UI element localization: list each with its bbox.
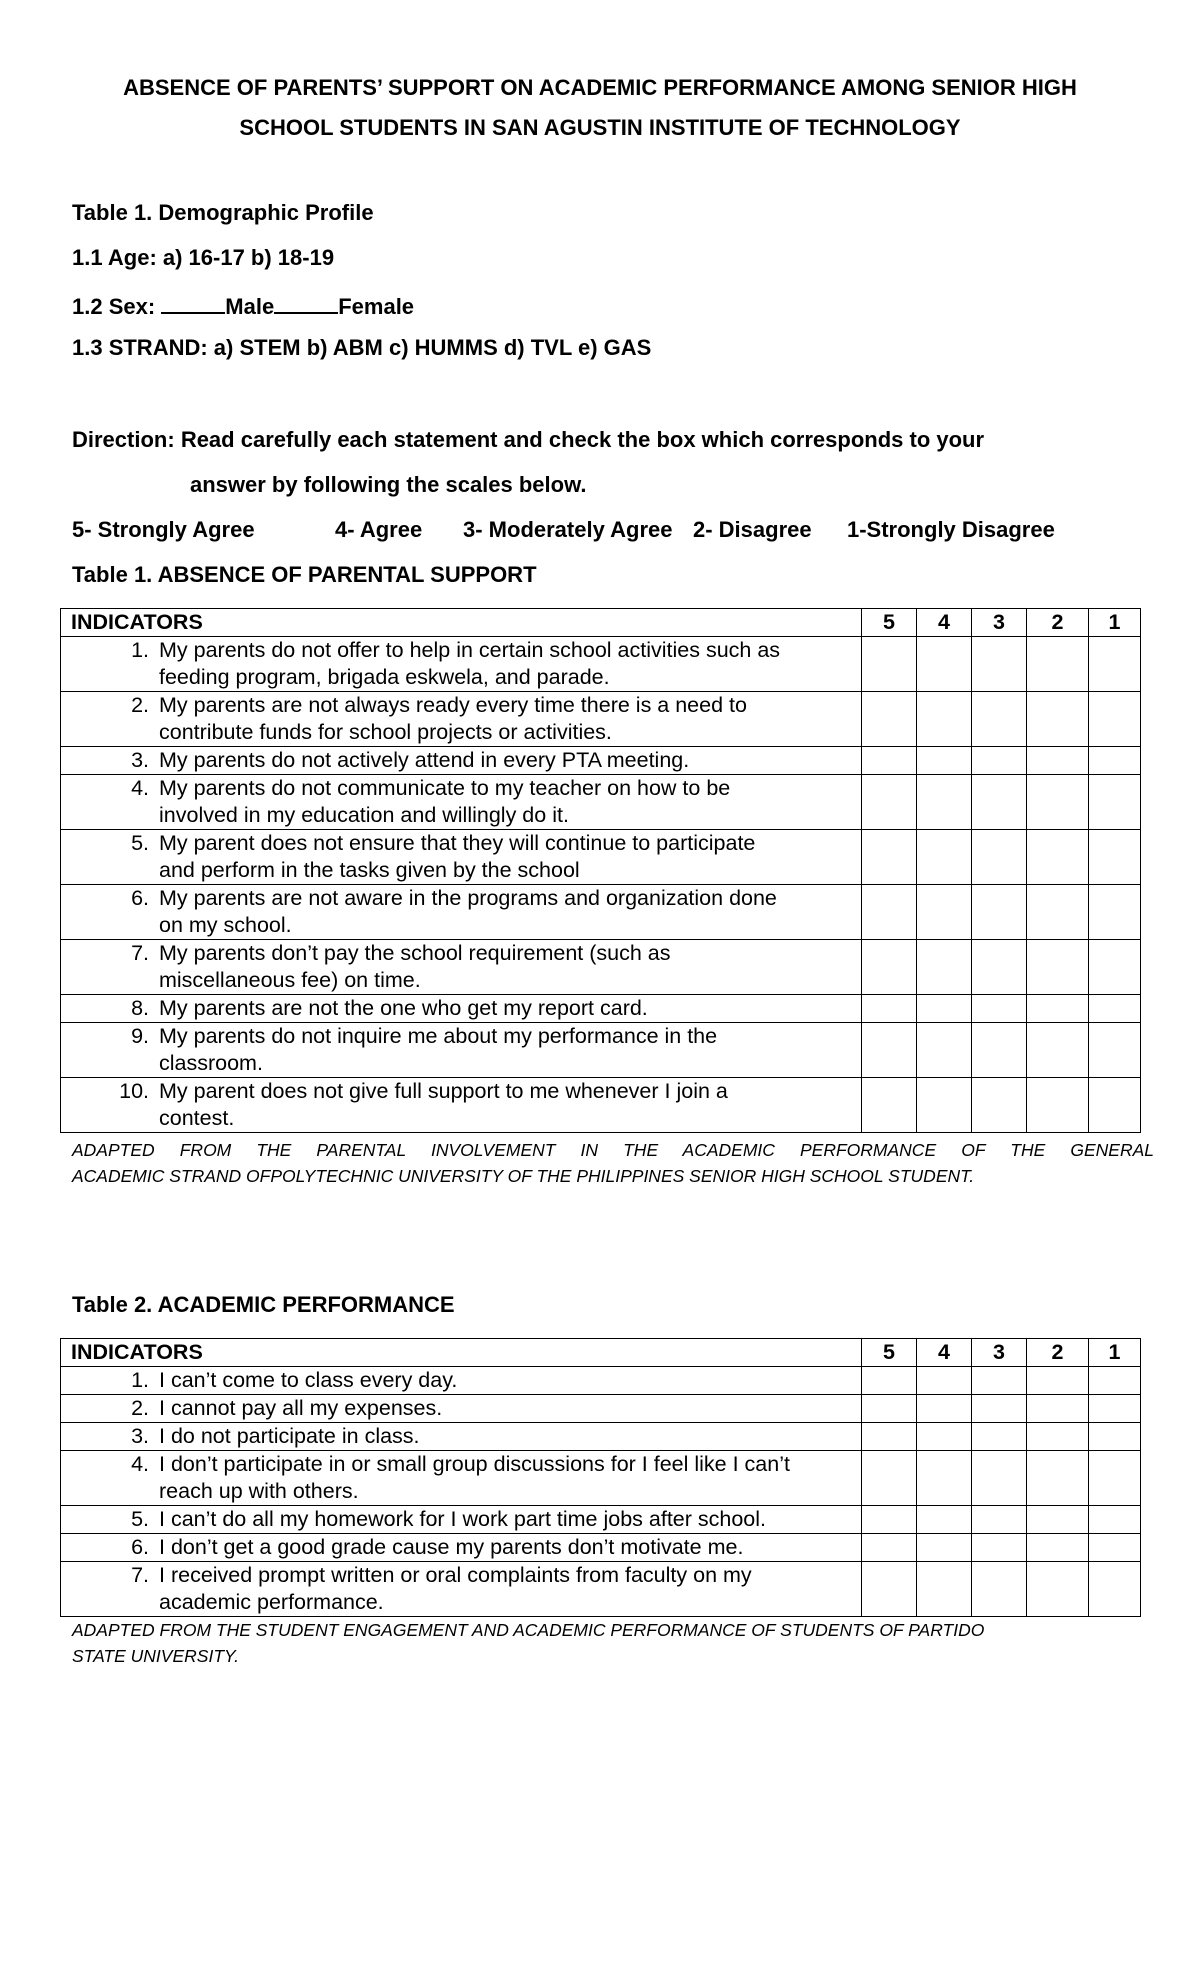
indicator-number: 8. (131, 996, 149, 1020)
rating-box-1[interactable] (1089, 1451, 1141, 1506)
rating-box-3[interactable] (972, 1562, 1027, 1617)
table-row (61, 1395, 1141, 1423)
rating-box-4[interactable] (917, 830, 972, 885)
indicator-text (159, 830, 861, 884)
table1-heading: Table 1. ABSENCE OF PARENTAL SUPPORT (72, 562, 537, 587)
rating-box-5[interactable] (862, 692, 917, 747)
rating-box-2[interactable] (1027, 1423, 1089, 1451)
indicator-text (159, 692, 861, 746)
table-row (61, 995, 1141, 1023)
rating-box-4[interactable] (917, 747, 972, 775)
rating-box-2[interactable] (1027, 1395, 1089, 1423)
indicator-item (61, 1367, 861, 1394)
indicator-number: 6. (131, 886, 149, 910)
column-3-header: 3 (972, 1339, 1027, 1367)
indicator-text-line: I do not participate in class. (159, 1424, 420, 1448)
table-row (61, 692, 1141, 747)
indicator-cell (61, 1423, 862, 1451)
rating-box-4[interactable] (917, 885, 972, 940)
rating-box-4[interactable] (917, 1562, 972, 1617)
indicator-cell (61, 1023, 862, 1078)
rating-box-4[interactable] (917, 1534, 972, 1562)
direction-label: Direction: (72, 427, 175, 452)
rating-box-3[interactable] (972, 1078, 1027, 1133)
indicator-text (159, 637, 861, 691)
indicator-cell (61, 1506, 862, 1534)
indicator-text-line: My parents are not always ready every time there is a need to (159, 693, 747, 717)
indicator-number: 4. (131, 1452, 149, 1476)
table-row (61, 1562, 1141, 1617)
indicator-number: 2. (131, 1396, 149, 1420)
column-4-header: 4 (917, 609, 972, 637)
table2-heading: Table 2. ACADEMIC PERFORMANCE (72, 1292, 455, 1317)
strand-question: 1.3 STRAND: a) STEM b) ABM c) HUMMS d) TVL e) GAS (72, 335, 652, 360)
demographic-heading: Table 1. Demographic Profile (72, 200, 374, 225)
indicator-cell (61, 1451, 862, 1506)
table-header-row (61, 1339, 1141, 1367)
rating-box-4[interactable] (917, 637, 972, 692)
indicator-text-line: reach up with others. (159, 1479, 359, 1503)
indicator-item (61, 940, 861, 994)
indicator-text (159, 995, 861, 1022)
scale-1: 1-Strongly Disagree (847, 517, 1055, 542)
table1-source-note-1: ADAPTED FROM THE PARENTAL INVOLVEMENT IN THE ACADEMIC PERFORMANCE OF THE GENERAL (72, 1140, 1154, 1160)
rating-box-2[interactable] (1027, 995, 1089, 1023)
indicator-cell (61, 775, 862, 830)
column-1-header: 1 (1089, 1339, 1141, 1367)
rating-box-3[interactable] (972, 775, 1027, 830)
indicator-number: 7. (131, 941, 149, 965)
rating-box-1[interactable] (1089, 1506, 1141, 1534)
table2-source-note-2: STATE UNIVERSITY. (72, 1646, 239, 1666)
indicator-text-line: My parents don’t pay the school requirement (such as (159, 941, 671, 965)
scale-4: 4- Agree (335, 517, 423, 542)
rating-box-2[interactable] (1027, 1023, 1089, 1078)
column-2-header: 2 (1027, 1339, 1089, 1367)
indicator-cell (61, 747, 862, 775)
rating-box-3[interactable] (972, 1367, 1027, 1395)
rating-box-1[interactable] (1089, 1395, 1141, 1423)
indicator-text-line: I cannot pay all my expenses. (159, 1396, 443, 1420)
indicator-item (61, 1534, 861, 1561)
rating-box-4[interactable] (917, 692, 972, 747)
female-blank[interactable] (274, 290, 338, 314)
indicator-text (159, 1078, 861, 1132)
age-question: 1.1 Age: a) 16-17 b) 18-19 (72, 245, 335, 270)
indicator-cell (61, 1534, 862, 1562)
rating-box-1[interactable] (1089, 885, 1141, 940)
indicator-text (159, 1023, 861, 1077)
indicator-text-line: contribute funds for school projects or activities. (159, 720, 612, 744)
rating-box-1[interactable] (1089, 1534, 1141, 1562)
rating-box-5[interactable] (862, 1506, 917, 1534)
indicators-header: INDICATORS (61, 1339, 862, 1367)
table-row (61, 1423, 1141, 1451)
indicator-text-line: involved in my education and willingly do it. (159, 803, 569, 827)
indicator-number: 3. (131, 1424, 149, 1448)
table2-source-note-1: ADAPTED FROM THE STUDENT ENGAGEMENT AND ACADEMIC PERFORMANCE OF STUDENTS OF PARTIDO (72, 1620, 985, 1640)
rating-box-4[interactable] (917, 1395, 972, 1423)
indicator-text-line: My parent does not give full support to me whenever I join a (159, 1079, 728, 1103)
indicator-text-line: and perform in the tasks given by the school (159, 858, 580, 882)
rating-box-3[interactable] (972, 995, 1027, 1023)
indicator-item (61, 830, 861, 884)
rating-box-5[interactable] (862, 1451, 917, 1506)
table-row (61, 747, 1141, 775)
indicator-cell (61, 885, 862, 940)
rating-box-5[interactable] (862, 940, 917, 995)
rating-box-3[interactable] (972, 940, 1027, 995)
rating-box-5[interactable] (862, 637, 917, 692)
indicator-item (61, 1562, 861, 1616)
rating-box-4[interactable] (917, 775, 972, 830)
rating-box-3[interactable] (972, 1395, 1027, 1423)
scale-2: 2- Disagree (693, 517, 812, 542)
indicator-number: 3. (131, 748, 149, 772)
rating-box-5[interactable] (862, 1423, 917, 1451)
rating-box-3[interactable] (972, 1023, 1027, 1078)
indicator-number: 6. (131, 1535, 149, 1559)
rating-box-4[interactable] (917, 1451, 972, 1506)
rating-box-1[interactable] (1089, 1562, 1141, 1617)
indicator-text (159, 775, 861, 829)
indicator-text (159, 747, 861, 774)
rating-box-4[interactable] (917, 940, 972, 995)
rating-box-5[interactable] (862, 1534, 917, 1562)
academic-performance-table (60, 1338, 1141, 1617)
rating-box-3[interactable] (972, 1423, 1027, 1451)
indicator-cell (61, 1562, 862, 1617)
rating-box-4[interactable] (917, 1078, 972, 1133)
column-5-header: 5 (862, 609, 917, 637)
indicator-text-line: My parents do not actively attend in every PTA meeting. (159, 748, 690, 772)
direction-line-2: answer by following the scales below. (190, 472, 587, 497)
table-row (61, 1367, 1141, 1395)
indicator-text (159, 1451, 861, 1505)
indicator-text-line: My parents are not aware in the programs and organization done (159, 886, 777, 910)
indicator-item (61, 775, 861, 829)
indicator-text-line: My parents do not inquire me about my performance in the (159, 1024, 718, 1048)
indicator-text-line: on my school. (159, 913, 292, 937)
rating-box-4[interactable] (917, 1023, 972, 1078)
indicator-cell (61, 1367, 862, 1395)
indicator-number: 1. (131, 638, 149, 662)
rating-box-2[interactable] (1027, 775, 1089, 830)
rating-box-5[interactable] (862, 1395, 917, 1423)
indicator-number: 2. (131, 693, 149, 717)
indicator-cell (61, 1078, 862, 1133)
indicator-text-line: I don’t get a good grade cause my parents don’t motivate me. (159, 1535, 744, 1559)
table-row (61, 885, 1141, 940)
table-row (61, 940, 1141, 995)
rating-box-4[interactable] (917, 1506, 972, 1534)
table-row (61, 1506, 1141, 1534)
indicator-text-line: My parents do not communicate to my teacher on how to be (159, 776, 731, 800)
column-2-header: 2 (1027, 609, 1089, 637)
indicator-text-line: contest. (159, 1106, 235, 1130)
indicator-text-line: I don’t participate in or small group discussions for I feel like I can’t (159, 1452, 790, 1476)
indicator-cell (61, 830, 862, 885)
document-title (60, 68, 1140, 148)
indicator-item (61, 1395, 861, 1422)
rating-box-2[interactable] (1027, 692, 1089, 747)
indicator-item (61, 1023, 861, 1077)
indicator-text (159, 1395, 861, 1422)
indicator-text-line: feeding program, brigada eskwela, and parade. (159, 665, 610, 689)
rating-box-1[interactable] (1089, 1367, 1141, 1395)
indicator-number: 4. (131, 776, 149, 800)
indicator-text (159, 1562, 861, 1616)
table-row (61, 830, 1141, 885)
rating-box-5[interactable] (862, 995, 917, 1023)
rating-scale (72, 517, 1055, 543)
sex-label: 1.2 Sex: (72, 294, 156, 319)
sex-male-label: Male (225, 294, 275, 319)
indicator-item (61, 1451, 861, 1505)
indicator-item (61, 692, 861, 746)
indicator-text (159, 885, 861, 939)
indicator-number: 7. (131, 1563, 149, 1587)
indicator-text-line: My parent does not ensure that they will continue to participate (159, 831, 756, 855)
title-line-2: SCHOOL STUDENTS IN SAN AGUSTIN INSTITUTE OF TECHNOLOGY (239, 115, 961, 140)
rating-box-2[interactable] (1027, 1562, 1089, 1617)
rating-box-1[interactable] (1089, 775, 1141, 830)
indicator-text (159, 1423, 861, 1450)
indicators-header: INDICATORS (61, 609, 862, 637)
rating-box-3[interactable] (972, 637, 1027, 692)
rating-box-5[interactable] (862, 1562, 917, 1617)
rating-box-2[interactable] (1027, 637, 1089, 692)
indicator-cell (61, 995, 862, 1023)
parental-support-table (60, 608, 1141, 1133)
indicator-text (159, 1506, 861, 1533)
rating-box-2[interactable] (1027, 1367, 1089, 1395)
column-1-header: 1 (1089, 609, 1141, 637)
rating-box-2[interactable] (1027, 830, 1089, 885)
indicator-text-line: I can’t come to class every day. (159, 1368, 458, 1392)
rating-box-1[interactable] (1089, 637, 1141, 692)
rating-box-3[interactable] (972, 1451, 1027, 1506)
indicator-number: 5. (131, 831, 149, 855)
indicator-item (61, 637, 861, 691)
rating-box-5[interactable] (862, 1078, 917, 1133)
rating-box-3[interactable] (972, 1506, 1027, 1534)
rating-box-2[interactable] (1027, 747, 1089, 775)
table-row (61, 1078, 1141, 1133)
table-row (61, 1023, 1141, 1078)
table-row (61, 1534, 1141, 1562)
sex-question (72, 290, 414, 320)
rating-box-4[interactable] (917, 1367, 972, 1395)
rating-box-2[interactable] (1027, 1534, 1089, 1562)
rating-box-1[interactable] (1089, 1078, 1141, 1133)
rating-box-3[interactable] (972, 1534, 1027, 1562)
scale-5: 5- Strongly Agree (72, 517, 255, 542)
rating-box-5[interactable] (862, 747, 917, 775)
direction-text-1: Read carefully each statement and check the box which corresponds to your (180, 427, 985, 452)
indicator-number: 1. (131, 1368, 149, 1392)
rating-box-3[interactable] (972, 692, 1027, 747)
indicator-item (61, 995, 861, 1022)
direction-line-1 (72, 427, 984, 453)
table-row (61, 775, 1141, 830)
indicator-text-line: I can’t do all my homework for I work part time jobs after school. (159, 1507, 767, 1531)
column-5-header: 5 (862, 1339, 917, 1367)
rating-box-4[interactable] (917, 1423, 972, 1451)
rating-box-3[interactable] (972, 885, 1027, 940)
rating-box-1[interactable] (1089, 1023, 1141, 1078)
rating-box-3[interactable] (972, 830, 1027, 885)
column-4-header: 4 (917, 1339, 972, 1367)
rating-box-1[interactable] (1089, 830, 1141, 885)
rating-box-5[interactable] (862, 1023, 917, 1078)
table1-source-note-2: ACADEMIC STRAND OFPOLYTECHNIC UNIVERSITY OF THE PHILIPPINES SENIOR HIGH SCHOOL STUDENT. (72, 1166, 975, 1186)
rating-box-5[interactable] (862, 1367, 917, 1395)
rating-box-1[interactable] (1089, 747, 1141, 775)
indicator-item (61, 885, 861, 939)
indicator-cell (61, 637, 862, 692)
indicator-text-line: I received prompt written or oral complaints from faculty on my (159, 1563, 752, 1587)
indicator-text (159, 1534, 861, 1561)
rating-box-4[interactable] (917, 995, 972, 1023)
table-header-row (61, 609, 1141, 637)
rating-box-1[interactable] (1089, 1423, 1141, 1451)
male-blank[interactable] (161, 290, 225, 314)
column-3-header: 3 (972, 609, 1027, 637)
indicator-cell (61, 940, 862, 995)
rating-box-2[interactable] (1027, 940, 1089, 995)
indicator-text-line: My parents do not offer to help in certain school activities such as (159, 638, 781, 662)
rating-box-2[interactable] (1027, 885, 1089, 940)
rating-box-2[interactable] (1027, 1506, 1089, 1534)
rating-box-5[interactable] (862, 885, 917, 940)
indicator-text (159, 940, 861, 994)
indicator-text-line: miscellaneous fee) on time. (159, 968, 421, 992)
table-row (61, 637, 1141, 692)
rating-box-1[interactable] (1089, 940, 1141, 995)
indicator-number: 9. (131, 1024, 149, 1048)
indicator-text-line: My parents are not the one who get my report card. (159, 996, 648, 1020)
indicator-text-line: classroom. (159, 1051, 263, 1075)
indicator-item (61, 1506, 861, 1533)
title-line-1: ABSENCE OF PARENTS’ SUPPORT ON ACADEMIC PERFORMANCE AMONG SENIOR HIGH (123, 75, 1077, 100)
rating-box-1[interactable] (1089, 692, 1141, 747)
indicator-cell (61, 1395, 862, 1423)
indicator-item (61, 1078, 861, 1132)
indicator-number: 5. (131, 1507, 149, 1531)
rating-box-5[interactable] (862, 775, 917, 830)
rating-box-5[interactable] (862, 830, 917, 885)
rating-box-2[interactable] (1027, 1451, 1089, 1506)
indicator-item (61, 1423, 861, 1450)
scale-3: 3- Moderately Agree (463, 517, 673, 542)
indicator-item (61, 747, 861, 774)
rating-box-2[interactable] (1027, 1078, 1089, 1133)
sex-female-label: Female (338, 294, 415, 319)
rating-box-1[interactable] (1089, 995, 1141, 1023)
rating-box-3[interactable] (972, 747, 1027, 775)
indicator-cell (61, 692, 862, 747)
table-row (61, 1451, 1141, 1506)
indicator-number: 10. (119, 1079, 149, 1103)
indicator-text-line: academic performance. (159, 1590, 384, 1614)
indicator-text (159, 1367, 861, 1394)
